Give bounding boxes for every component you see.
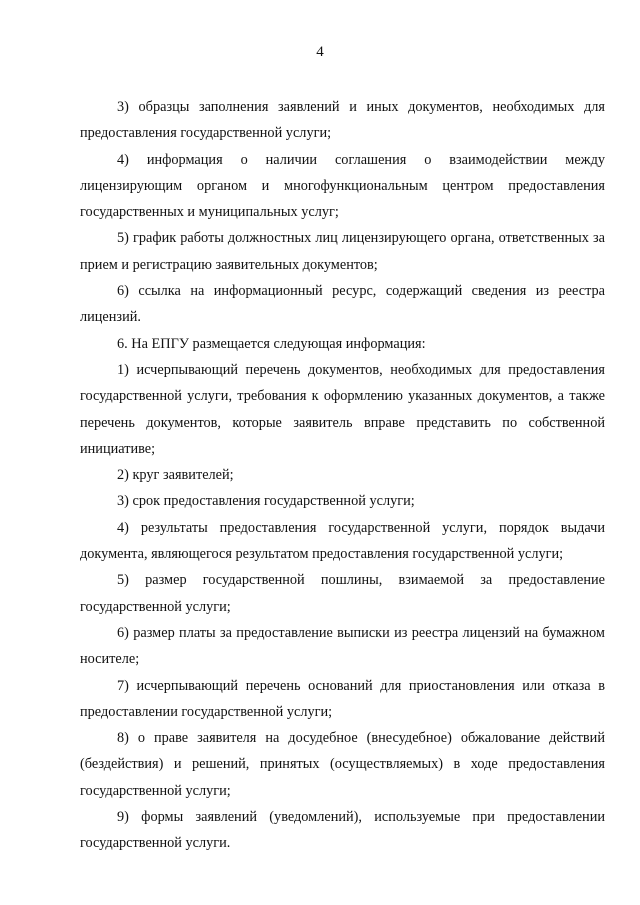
paragraph-item-6-registry-link: 6) ссылка на информационный ресурс, содержащий сведения из реестра лицензий. — [80, 283, 605, 326]
paragraph-epgu-item-7-grounds: 7) исчерпывающий перечень оснований для приостановления или отказа в предоставлении государственной услуги; — [80, 677, 605, 720]
paragraph-section-6-heading: 6. На ЕПГУ размещается следующая информация: — [117, 335, 426, 352]
paragraph-item-5-schedule: 5) график работы должностных лиц лицензирующего органа, ответственных за прием и регистрацию заявительных документов; — [80, 230, 605, 273]
page-number: 4 — [316, 44, 324, 60]
paragraph-epgu-item-2-applicants: 2) круг заявителей; — [117, 467, 234, 484]
paragraph-epgu-item-3-term: 3) срок предоставления государственной услуги; — [117, 493, 415, 510]
paragraph-epgu-item-9-forms: 9) формы заявлений (уведомлений), используемые при предоставлении государственной услуги. — [80, 809, 605, 852]
paragraph-epgu-item-5-fee: 5) размер государственной пошлины, взимаемой за предоставление государственной услуги; — [80, 572, 605, 615]
paragraph-item-4-agreement-info: 4) информация о наличии соглашения о взаимодействии между лицензирующим органом и многофункциональным центром предоставления государственных и муниципальных услуг; — [80, 151, 605, 221]
document-body — [80, 94, 605, 857]
paragraph-epgu-item-1-documents: 1) исчерпывающий перечень документов, необходимых для предоставления государственной услуги, требования к оформлению указанных документов, а также перечень документов, которые заявитель вправе представить по собственной инициативе; — [80, 361, 605, 457]
paragraph-epgu-item-8-appeal: 8) о праве заявителя на досудебное (внесудебное) обжалование действий (бездействия) и решений, принятых (осуществляемых) в ходе предоставления государственной услуги; — [80, 730, 605, 799]
paragraph-epgu-item-4-results: 4) результаты предоставления государственной услуги, порядок выдачи документа, являющегося результатом предоставления государственной услуги; — [80, 519, 605, 563]
paragraph-epgu-item-6-extract-fee: 6) размер платы за предоставление выписки из реестра лицензий на бумажном носителе; — [80, 624, 605, 668]
paragraph-item-3-samples: 3) образцы заполнения заявлений и иных документов, необходимых для предоставления государственной услуги; — [80, 99, 605, 142]
